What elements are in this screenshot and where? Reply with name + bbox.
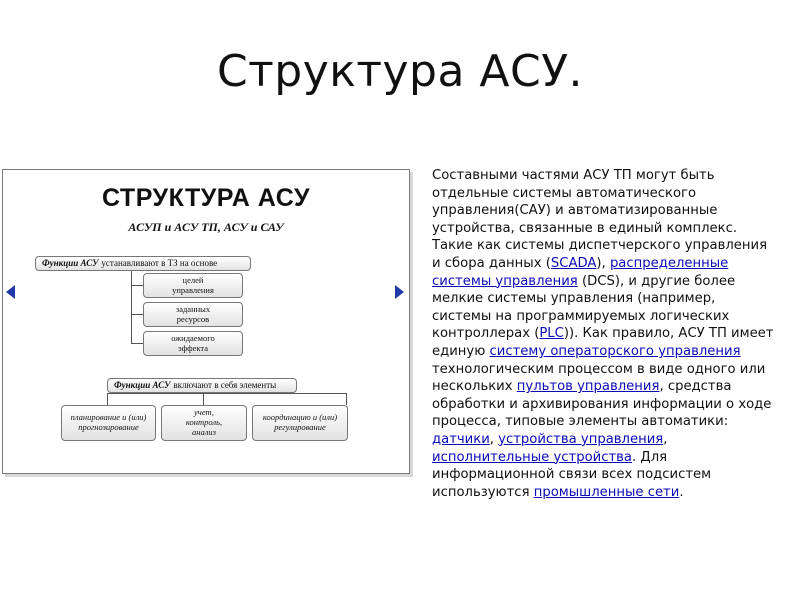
box-line: управления [172,284,214,295]
description-text [432,167,777,501]
connector-line [107,393,108,405]
triangle-right-icon[interactable] [395,285,404,299]
goal-box [143,273,243,298]
text-part: . Для информационной связи всех подсистем используются [432,449,712,500]
box-line: координацию и (или) [262,412,338,423]
plc-link[interactable]: PLC [539,326,564,342]
planning-box [61,405,156,441]
box-line: целей [182,274,204,285]
connector-line [346,393,347,405]
frame-shadow [410,172,413,476]
box-line: регулирование [274,422,326,432]
text-part: , [663,431,668,447]
header-rest: включают в себя элементы [173,380,277,391]
connector-line [107,393,347,394]
text-part: )). Как правило, АСУ ТП имеет единую [432,326,774,359]
coordination-box [252,405,348,441]
text-part: ), [596,255,610,271]
triangle-left-icon[interactable] [6,285,15,299]
accounting-box [161,405,247,441]
text-part: , [489,431,499,447]
box-line: прогнозирование [78,422,139,432]
control-panels-link[interactable]: пультов управления [516,379,660,395]
text-part: (DCS), и другие более мелкие системы управления (например, системы на программируемых логических контроллерах ( [432,273,736,342]
text-part: . [679,484,684,500]
box-line: учет, [194,407,214,418]
frame-shadow [5,474,413,477]
box-line: анализ [192,426,216,437]
scada-link[interactable]: SCADA [550,255,597,271]
dcs-link[interactable]: распределенные системы управления [432,255,729,289]
effect-box [143,331,243,356]
structure-figure [2,169,410,474]
box-line: ожидаемого [171,332,215,343]
text-part: технологическим процессом в виде одного или нескольких [432,361,766,395]
control-devices-link[interactable]: устройства управления [498,431,664,447]
connector-line [131,271,132,343]
resources-box [143,302,243,327]
text-part: автоматического управления(САУ) и автоматизированные устройства, связанные в единый комплекс. Такие как системы диспетчерского управления и сбора данных ( [432,185,768,271]
text-part: , средства обработки и архивирования информации о ходе процесса, типовые элементы автоматики: [432,379,772,430]
connector-line [131,343,143,344]
industrial-networks-link[interactable]: промышленные сети [533,484,680,500]
figure-title: СТРУКТУРА АСУ [102,184,310,212]
top-functions-header [35,256,251,271]
connector-line [131,285,143,286]
sensors-link[interactable]: датчики [432,431,490,447]
box-line: контроль, [185,417,223,428]
box-line: ресурсов [176,313,210,324]
connector-line [203,393,204,405]
actuators-link[interactable]: исполнительные устройства [432,449,633,465]
text-part: Составными частями АСУ ТП могут быть отдельные системы [432,168,715,201]
operator-control-link[interactable]: систему операторского управления [489,343,741,359]
figure-subtitle: АСУП и АСУ ТП, АСУ и САУ [128,220,284,234]
header-bold: Функции АСУ [114,380,171,391]
box-line: заданных [175,303,211,314]
header-rest: устанавливают в ТЗ на основе [101,258,218,269]
slide-title: Структура АСУ. [216,46,584,97]
box-line: планирование и (или) [70,412,147,423]
connector-line [131,314,143,315]
bottom-functions-header [107,378,297,393]
header-bold: Функции АСУ [42,258,99,269]
box-line: эффекта [178,342,208,353]
